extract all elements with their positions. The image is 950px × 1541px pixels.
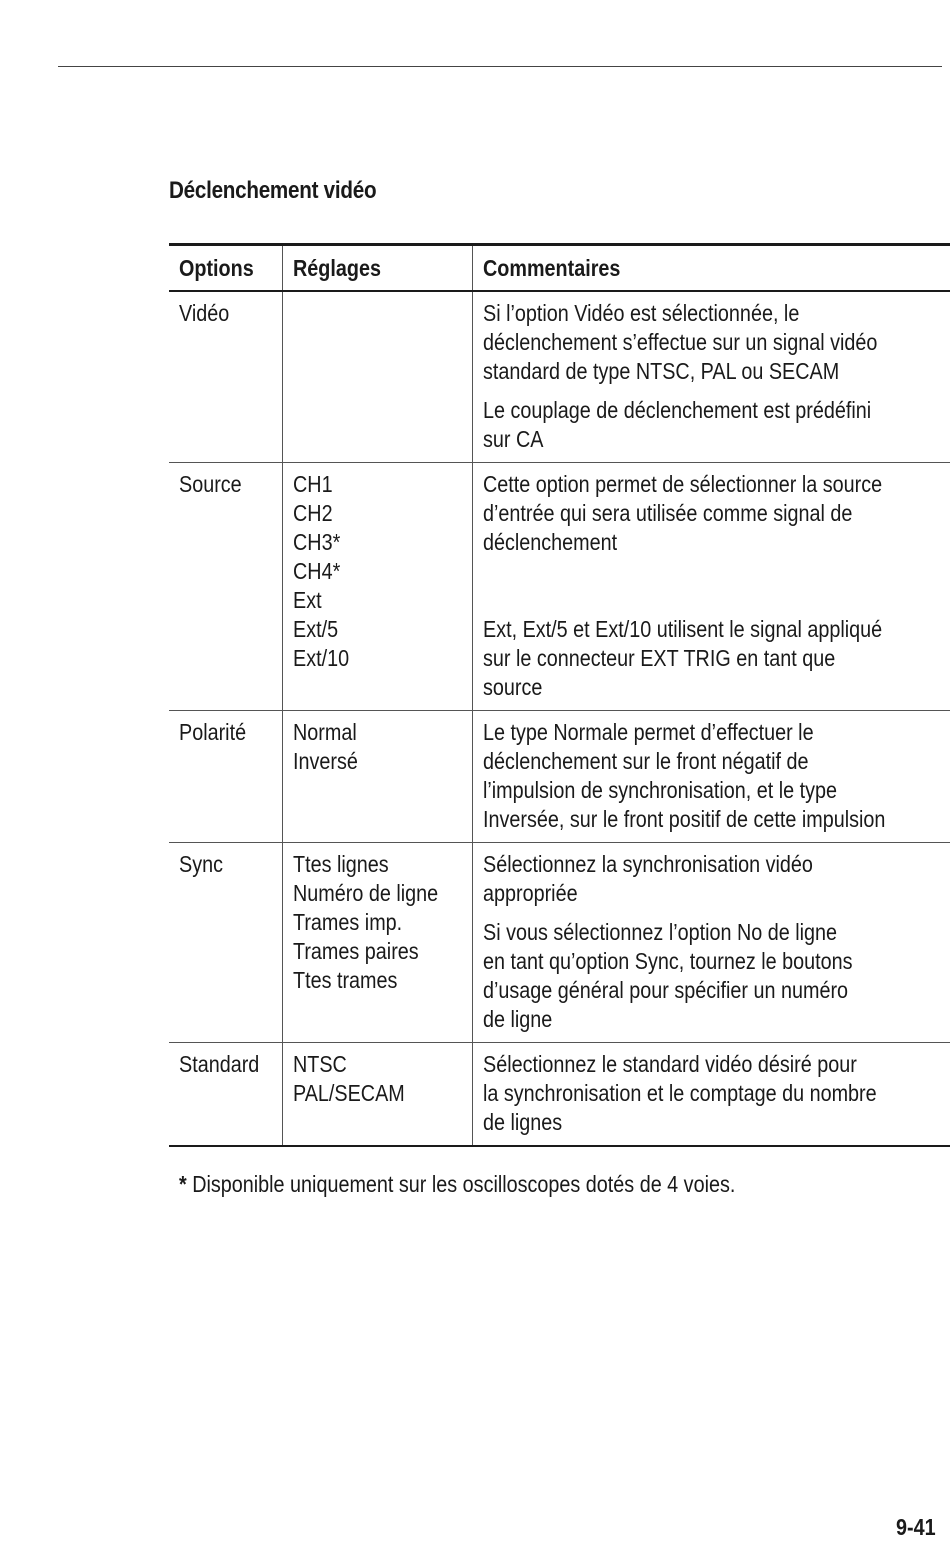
video-trigger-table	[169, 243, 950, 1147]
comment-paragraph: Si vous sélectionnez l’option No de ligne en tant qu’option Sync, tournez le boutons d’usage général pour spécifier un numéro de ligne	[483, 919, 853, 1032]
option-cell: Vidéo	[169, 291, 283, 463]
page-number: 9-41	[896, 1514, 936, 1540]
header-comments: Commentaires	[473, 245, 950, 292]
settings-cell: NTSC PAL/SECAM	[283, 1043, 473, 1147]
comment-paragraph: Le couplage de déclenchement est prédéfini sur CA	[483, 397, 872, 452]
comments-cell	[473, 463, 950, 711]
comment-paragraph: Si l’option Vidéo est sélectionnée, le déclenchement s’effectue sur un signal vidéo standard de type NTSC, PAL ou SECAM	[483, 300, 878, 384]
section-title: Déclenchement vidéo	[169, 177, 377, 204]
table-row	[169, 463, 950, 711]
table-header-row	[169, 245, 950, 292]
header-rule	[58, 66, 942, 67]
comments-cell	[473, 843, 950, 1043]
settings-cell	[283, 291, 473, 463]
comment-paragraph: Cette option permet de sélectionner la source d’entrée qui sera utilisée comme signal de déclenchement	[483, 471, 883, 555]
footnote-marker: *	[179, 1171, 187, 1197]
table-row	[169, 291, 950, 463]
comment-paragraph: Le type Normale permet d’effectuer le déclenchement sur le front négatif de l’impulsion de synchronisation, et le type Inversée, sur le front positif de cette impulsion	[483, 719, 886, 832]
header-options: Options	[169, 245, 283, 292]
comment-paragraph: Sélectionnez le standard vidéo désiré pour la synchronisation et le comptage du nombre de lignes	[483, 1051, 877, 1135]
settings-cell: Normal Inversé	[283, 711, 473, 843]
comment-paragraph: Sélectionnez la synchronisation vidéo appropriée	[483, 851, 814, 906]
table-row	[169, 1043, 950, 1147]
comment-paragraph: Ext, Ext/5 et Ext/10 utilisent le signal appliqué sur le connecteur EXT TRIG en tant que source	[483, 616, 883, 700]
header-settings: Réglages	[283, 245, 473, 292]
table-row	[169, 711, 950, 843]
comments-cell	[473, 711, 950, 843]
comments-cell	[473, 291, 950, 463]
option-cell: Polarité	[169, 711, 283, 843]
option-cell: Standard	[169, 1043, 283, 1147]
comments-cell	[473, 1043, 950, 1147]
footnote	[179, 1171, 735, 1198]
table-row	[169, 843, 950, 1043]
settings-cell: CH1 CH2 CH3* CH4* Ext Ext/5 Ext/10	[283, 463, 473, 711]
footnote-text: Disponible uniquement sur les oscilloscopes dotés de 4 voies.	[186, 1171, 736, 1197]
option-cell: Source	[169, 463, 283, 711]
option-cell: Sync	[169, 843, 283, 1043]
settings-cell: Ttes lignes Numéro de ligne Trames imp. Trames paires Ttes trames	[283, 843, 473, 1043]
